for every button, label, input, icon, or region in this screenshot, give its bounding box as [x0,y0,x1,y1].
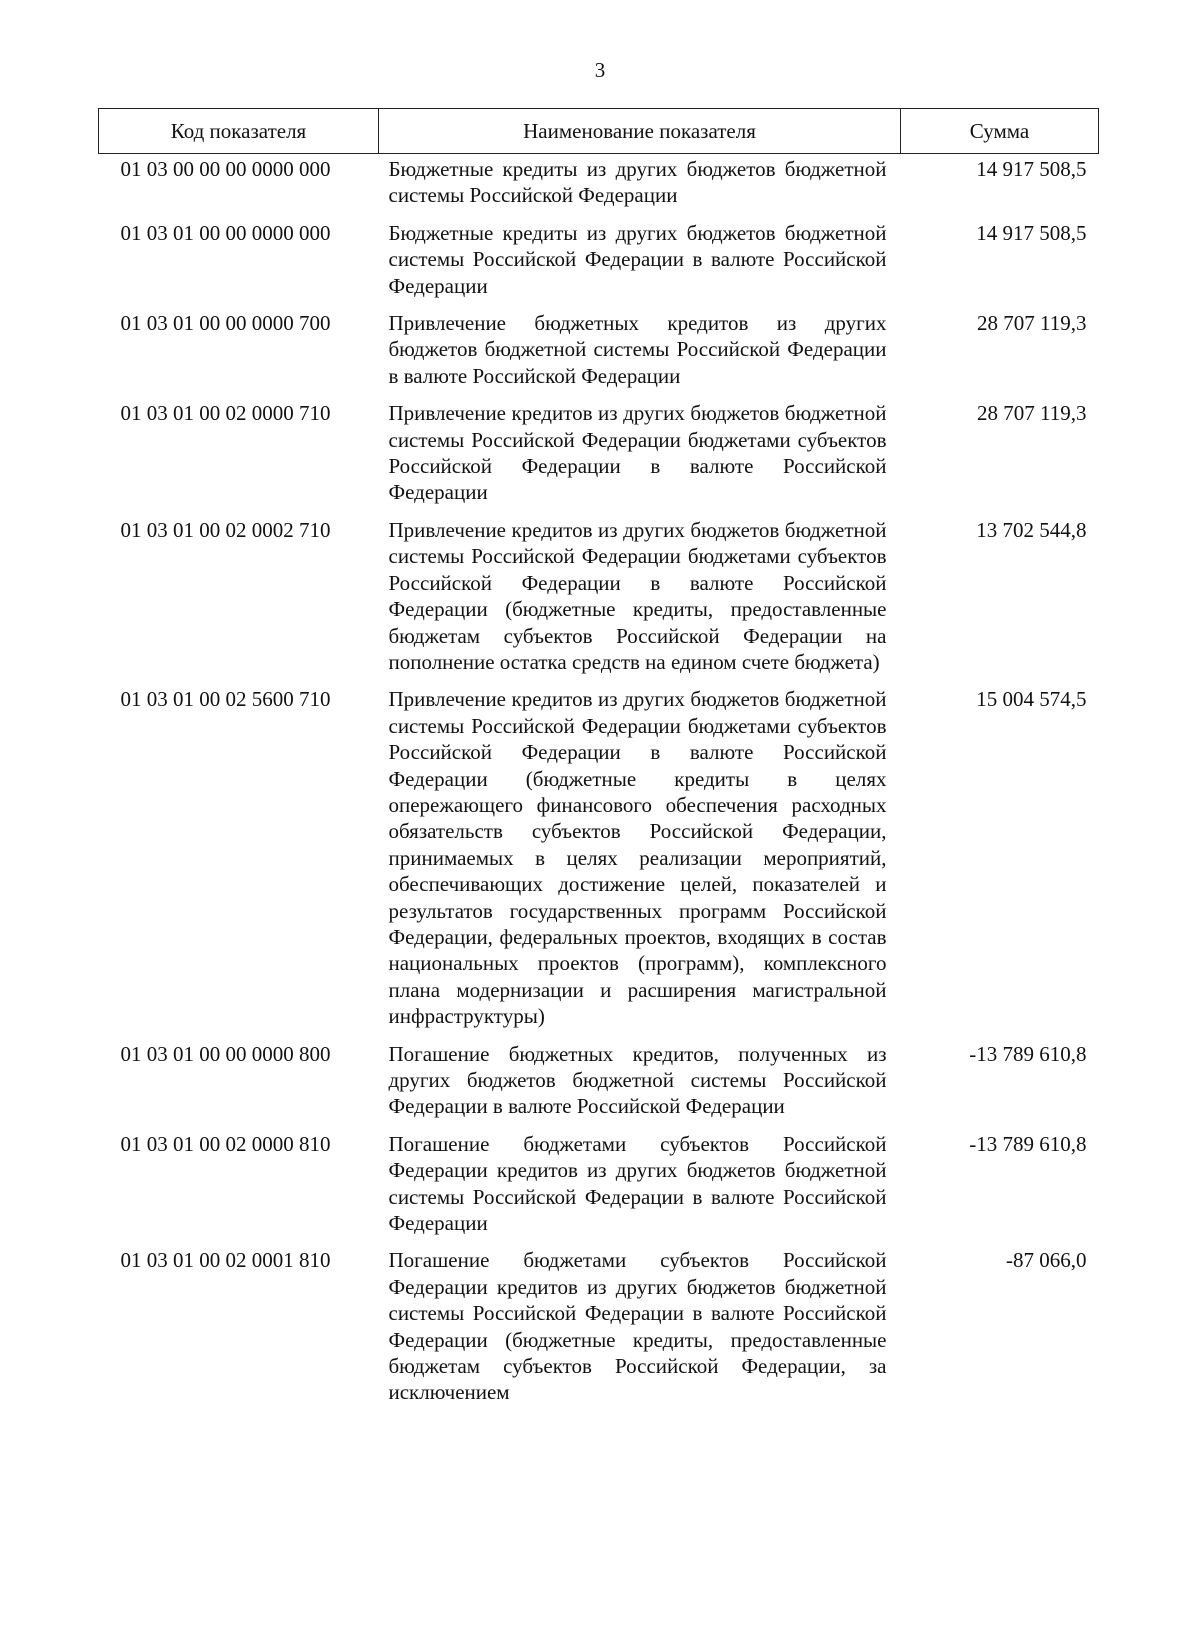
indicator-code: 01 03 01 00 02 5600 710 [120,687,331,712]
indicator-code: 01 03 01 00 02 0002 710 [120,517,331,542]
indicator-name: Погашение бюджетами субъектов Российской Федерации кредитов из других бюджетов бюджетной системы Российской Федерации в валюте Российской Федерации (бюджетные кредиты, предоставленные бюджетам субъектов Российской Федерации, за исключением [388,1248,887,1405]
indicator-code: 01 03 01 00 00 0000 000 [120,220,331,245]
table-body [99,154,1099,1417]
table-row [99,517,1099,686]
indicator-code: 01 03 01 00 00 0000 800 [120,1041,331,1066]
table-row [99,154,1099,220]
indicator-code: 01 03 00 00 00 0000 000 [120,157,331,181]
table-row [99,1247,1099,1416]
indicator-code: 01 03 01 00 00 0000 700 [120,311,331,336]
table-row [99,686,1099,1040]
table-row [99,1041,1099,1131]
table-row [99,400,1099,517]
page-number: 3 [594,58,606,82]
table-row [99,220,1099,310]
indicator-name: Привлечение кредитов из других бюджетов бюджетной системы Российской Федерации бюджетами субъектов Российской Федерации в валюте Российской Федерации (бюджетные кредиты, предоставленные бюджетам субъектов Российской Федерации на пополнение остатка средств на едином счете бюджета) [388,517,887,674]
indicator-sum: -87 066,0 [1006,1248,1087,1273]
indicator-sum: 14 917 508,5 [976,157,1087,181]
indicator-table [98,108,1099,1417]
indicator-sum: 15 004 574,5 [976,687,1087,712]
header-sum: Сумма [901,109,1099,154]
indicator-code: 01 03 01 00 02 0000 810 [120,1131,331,1156]
header-row [99,109,1099,154]
indicator-sum: 14 917 508,5 [976,220,1087,245]
indicator-sum: -13 789 610,8 [969,1041,1087,1066]
header-code: Код показателя [99,109,379,154]
table-row [99,1131,1099,1248]
header-name: Наименование показателя [379,109,901,154]
table-row [99,310,1099,400]
indicator-name: Привлечение кредитов из других бюджетов бюджетной системы Российской Федерации бюджетами субъектов Российской Федерации в валюте Российской Федерации [388,401,887,505]
indicator-code: 01 03 01 00 02 0001 810 [120,1248,331,1273]
indicator-name: Погашение бюджетных кредитов, полученных из других бюджетов бюджетной системы Российской Федерации в валюте Российской Федерации [388,1041,887,1119]
indicator-name: Бюджетные кредиты из других бюджетов бюджетной системы Российской Федерации в валюте Российской Федерации [388,220,887,298]
indicator-sum: 28 707 119,3 [977,401,1087,426]
indicator-name: Привлечение бюджетных кредитов из других бюджетов бюджетной системы Российской Федерации в валюте Российской Федерации [388,311,887,388]
indicator-name: Привлечение кредитов из других бюджетов бюджетной системы Российской Федерации бюджетами субъектов Российской Федерации в валюте Российской Федерации (бюджетные кредиты в целях опережающего финансового обеспечения расходных обязательств субъектов Российской Федерации, принимаемых в целях реализации мероприятий, обеспечивающих достижение целей, показателей и результатов государственных программ Российской Федерации, федеральных проектов, входящих в состав национальных проектов (программ), комплексного плана модернизации и расширения магистральной инфраструктуры) [388,687,887,1029]
table-header [99,109,1099,154]
indicator-code: 01 03 01 00 02 0000 710 [120,401,331,426]
indicator-sum: -13 789 610,8 [969,1131,1087,1156]
indicator-name: Бюджетные кредиты из других бюджетов бюджетной системы Российской Федерации [388,157,887,208]
indicator-sum: 13 702 544,8 [976,517,1087,542]
indicator-name: Погашение бюджетами субъектов Российской Федерации кредитов из других бюджетов бюджетной системы Российской Федерации в валюте Российской Федерации [388,1131,887,1236]
indicator-sum: 28 707 119,3 [977,311,1087,336]
